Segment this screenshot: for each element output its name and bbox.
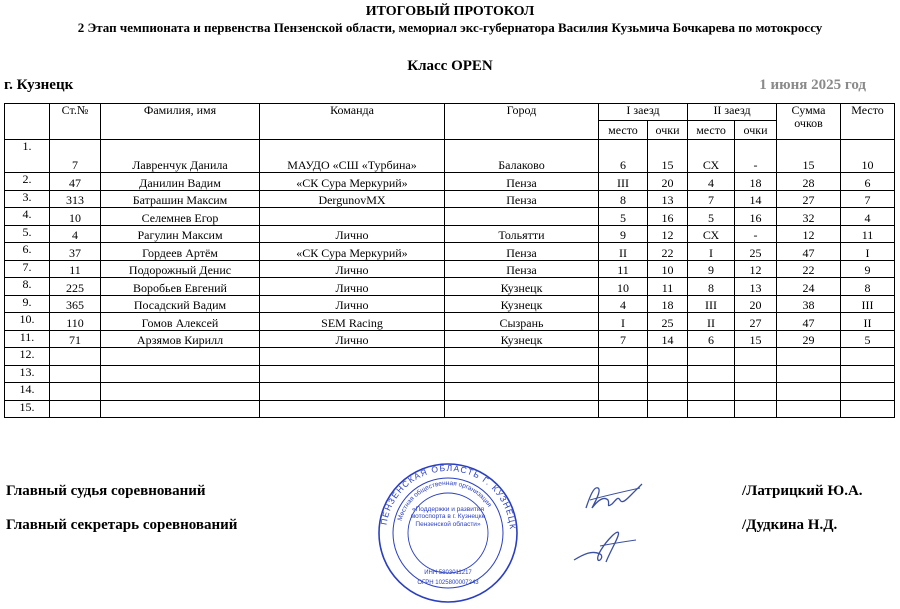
race1-place-cell: 10 bbox=[599, 278, 648, 296]
event-city: г. Кузнецк bbox=[4, 77, 74, 93]
secretary-signature bbox=[570, 524, 640, 570]
final-place-cell: 8 bbox=[841, 278, 895, 296]
rider-name-cell: Батрашин Максим bbox=[101, 190, 260, 208]
start-number-cell: 11 bbox=[50, 260, 101, 278]
race1-points-cell: 22 bbox=[648, 243, 688, 261]
race1-points-cell bbox=[648, 383, 688, 401]
team-cell bbox=[260, 208, 445, 226]
chief-judge-label: Главный судья соревнований bbox=[6, 483, 206, 499]
race2-place-cell: 8 bbox=[688, 278, 735, 296]
start-number-cell: 10 bbox=[50, 208, 101, 226]
rider-name-cell: Воробьев Евгений bbox=[101, 278, 260, 296]
header-team: Команда bbox=[260, 104, 445, 140]
city-cell bbox=[445, 208, 599, 226]
team-cell: Лично bbox=[260, 330, 445, 348]
official-seal bbox=[377, 462, 519, 604]
seal-inn: ИНН 5803011217 bbox=[424, 570, 472, 576]
city-cell: Тольятти bbox=[445, 225, 599, 243]
final-place-cell: 7 bbox=[841, 190, 895, 208]
team-cell: Лично bbox=[260, 278, 445, 296]
sum-points-cell: 38 bbox=[777, 295, 841, 313]
start-number-cell: 4 bbox=[50, 225, 101, 243]
table-row bbox=[5, 173, 895, 191]
header-sum: Сумма очков bbox=[777, 104, 841, 140]
start-number-cell bbox=[50, 400, 101, 418]
city-cell: Кузнецк bbox=[445, 278, 599, 296]
rider-name-cell bbox=[101, 383, 260, 401]
city-cell: Сызрань bbox=[445, 313, 599, 331]
team-cell: Лично bbox=[260, 225, 445, 243]
race1-points-cell bbox=[648, 348, 688, 366]
race2-place-cell bbox=[688, 348, 735, 366]
sum-points-cell bbox=[777, 400, 841, 418]
header-place: Место bbox=[841, 104, 895, 140]
header-name: Фамилия, имя bbox=[101, 104, 260, 140]
race2-points-cell: 18 bbox=[735, 173, 777, 191]
city-cell bbox=[445, 365, 599, 383]
table-row bbox=[5, 400, 895, 418]
city-cell: Кузнецк bbox=[445, 295, 599, 313]
city-cell: Пенза bbox=[445, 173, 599, 191]
race2-place-cell: II bbox=[688, 313, 735, 331]
race2-place-cell: 9 bbox=[688, 260, 735, 278]
final-place-cell: 10 bbox=[841, 140, 895, 173]
header-race1: I заезд bbox=[599, 104, 688, 121]
row-number-cell: 11. bbox=[5, 330, 50, 348]
header-race1-place: место bbox=[599, 121, 648, 140]
header-start-number: Ст.№ bbox=[50, 104, 101, 140]
race1-points-cell: 13 bbox=[648, 190, 688, 208]
row-number-cell: 9. bbox=[5, 295, 50, 313]
race1-points-cell bbox=[648, 400, 688, 418]
team-cell: МАУДО «СШ «Турбина» bbox=[260, 140, 445, 173]
final-place-cell bbox=[841, 400, 895, 418]
rider-name-cell bbox=[101, 348, 260, 366]
sum-points-cell bbox=[777, 365, 841, 383]
race2-place-cell bbox=[688, 400, 735, 418]
table-row bbox=[5, 260, 895, 278]
table-row bbox=[5, 330, 895, 348]
city-cell bbox=[445, 348, 599, 366]
row-number-cell: 12. bbox=[5, 348, 50, 366]
team-cell: «СК Сура Меркурий» bbox=[260, 243, 445, 261]
row-number-cell: 6. bbox=[5, 243, 50, 261]
race2-points-cell bbox=[735, 365, 777, 383]
city-cell bbox=[445, 383, 599, 401]
final-place-cell bbox=[841, 348, 895, 366]
final-place-cell: 11 bbox=[841, 225, 895, 243]
race2-place-cell: I bbox=[688, 243, 735, 261]
final-place-cell: I bbox=[841, 243, 895, 261]
race1-points-cell: 18 bbox=[648, 295, 688, 313]
table-row bbox=[5, 313, 895, 331]
race1-points-cell: 16 bbox=[648, 208, 688, 226]
team-cell bbox=[260, 400, 445, 418]
final-place-cell: 4 bbox=[841, 208, 895, 226]
table-header-row bbox=[5, 104, 895, 121]
start-number-cell bbox=[50, 383, 101, 401]
team-cell bbox=[260, 383, 445, 401]
sum-points-cell: 29 bbox=[777, 330, 841, 348]
city-cell: Пенза bbox=[445, 260, 599, 278]
race1-points-cell: 25 bbox=[648, 313, 688, 331]
sum-points-cell: 27 bbox=[777, 190, 841, 208]
team-cell bbox=[260, 365, 445, 383]
row-number-cell: 10. bbox=[5, 313, 50, 331]
sum-points-cell bbox=[777, 383, 841, 401]
race1-place-cell: 7 bbox=[599, 330, 648, 348]
race2-place-cell: 7 bbox=[688, 190, 735, 208]
chief-secretary-name: /Дудкина Н.Д. bbox=[742, 517, 838, 533]
header-row-number bbox=[5, 104, 50, 140]
start-number-cell: 47 bbox=[50, 173, 101, 191]
seal-ogrn: ОГРН 1025800007243 bbox=[417, 580, 479, 586]
final-place-cell: III bbox=[841, 295, 895, 313]
final-place-cell bbox=[841, 365, 895, 383]
final-place-cell: 9 bbox=[841, 260, 895, 278]
table-row bbox=[5, 140, 895, 173]
race2-place-cell: 5 bbox=[688, 208, 735, 226]
race1-place-cell: 8 bbox=[599, 190, 648, 208]
city-cell: Пенза bbox=[445, 243, 599, 261]
rider-name-cell: Гомов Алексей bbox=[101, 313, 260, 331]
race2-points-cell: 27 bbox=[735, 313, 777, 331]
rider-name-cell: Арзямов Кирилл bbox=[101, 330, 260, 348]
table-row bbox=[5, 208, 895, 226]
table-row bbox=[5, 278, 895, 296]
race2-place-cell bbox=[688, 383, 735, 401]
rider-name-cell: Данилин Вадим bbox=[101, 173, 260, 191]
sum-points-cell: 28 bbox=[777, 173, 841, 191]
race1-points-cell: 20 bbox=[648, 173, 688, 191]
race1-points-cell: 11 bbox=[648, 278, 688, 296]
race2-points-cell: 16 bbox=[735, 208, 777, 226]
race2-place-cell: СХ bbox=[688, 140, 735, 173]
start-number-cell: 365 bbox=[50, 295, 101, 313]
header-race2-place: место bbox=[688, 121, 735, 140]
race2-points-cell bbox=[735, 348, 777, 366]
race2-place-cell: 4 bbox=[688, 173, 735, 191]
race1-points-cell: 14 bbox=[648, 330, 688, 348]
row-number-cell: 13. bbox=[5, 365, 50, 383]
race2-points-cell: 13 bbox=[735, 278, 777, 296]
city-cell bbox=[445, 400, 599, 418]
results-table bbox=[4, 103, 895, 418]
race1-place-cell bbox=[599, 383, 648, 401]
race1-place-cell bbox=[599, 365, 648, 383]
row-number-cell: 7. bbox=[5, 260, 50, 278]
final-place-cell: 6 bbox=[841, 173, 895, 191]
row-number-cell: 5. bbox=[5, 225, 50, 243]
city-cell: Балаково bbox=[445, 140, 599, 173]
sum-points-cell: 24 bbox=[777, 278, 841, 296]
seal-outer-text: ПЕНЗЕНСКАЯ ОБЛАСТЬ Г. КУЗНЕЦК bbox=[378, 462, 518, 531]
rider-name-cell: Рагулин Максим bbox=[101, 225, 260, 243]
row-number-cell: 14. bbox=[5, 383, 50, 401]
race2-points-cell: 14 bbox=[735, 190, 777, 208]
header-race2: II заезд bbox=[688, 104, 777, 121]
header-race1-points: очки bbox=[648, 121, 688, 140]
race1-points-cell: 10 bbox=[648, 260, 688, 278]
table-row bbox=[5, 348, 895, 366]
final-place-cell bbox=[841, 383, 895, 401]
table-row bbox=[5, 365, 895, 383]
city-cell: Пенза bbox=[445, 190, 599, 208]
sum-points-cell: 12 bbox=[777, 225, 841, 243]
team-cell: DergunovMX bbox=[260, 190, 445, 208]
race1-place-cell: 6 bbox=[599, 140, 648, 173]
race1-place-cell bbox=[599, 348, 648, 366]
seal-ring-text: Местная общественная организация bbox=[396, 479, 493, 522]
race1-place-cell: 4 bbox=[599, 295, 648, 313]
race2-points-cell bbox=[735, 400, 777, 418]
sum-points-cell: 22 bbox=[777, 260, 841, 278]
start-number-cell: 37 bbox=[50, 243, 101, 261]
race1-place-cell: III bbox=[599, 173, 648, 191]
row-number-cell: 4. bbox=[5, 208, 50, 226]
race2-place-cell: СХ bbox=[688, 225, 735, 243]
rider-name-cell: Посадский Вадим bbox=[101, 295, 260, 313]
table-row bbox=[5, 225, 895, 243]
race1-place-cell bbox=[599, 400, 648, 418]
table-row bbox=[5, 295, 895, 313]
race1-place-cell: II bbox=[599, 243, 648, 261]
race1-points-cell: 15 bbox=[648, 140, 688, 173]
race1-place-cell: 11 bbox=[599, 260, 648, 278]
team-cell: SEM Racing bbox=[260, 313, 445, 331]
sum-points-cell: 47 bbox=[777, 313, 841, 331]
sum-points-cell: 15 bbox=[777, 140, 841, 173]
race2-place-cell: III bbox=[688, 295, 735, 313]
city-cell: Кузнецк bbox=[445, 330, 599, 348]
race1-points-cell bbox=[648, 365, 688, 383]
sum-points-cell bbox=[777, 348, 841, 366]
start-number-cell: 7 bbox=[50, 140, 101, 173]
event-date: 1 июня 2025 год bbox=[759, 77, 866, 93]
start-number-cell: 71 bbox=[50, 330, 101, 348]
header-city: Город bbox=[445, 104, 599, 140]
protocol-title: ИТОГОВЫЙ ПРОТОКОЛ bbox=[365, 4, 535, 19]
row-number-cell: 3. bbox=[5, 190, 50, 208]
final-place-cell: 5 bbox=[841, 330, 895, 348]
sum-points-cell: 32 bbox=[777, 208, 841, 226]
table-row bbox=[5, 190, 895, 208]
rider-name-cell bbox=[101, 365, 260, 383]
sum-points-cell: 47 bbox=[777, 243, 841, 261]
row-number-cell: 15. bbox=[5, 400, 50, 418]
chief-secretary-label: Главный секретарь соревнований bbox=[6, 517, 238, 533]
seal-center-text: «Поддержки и развития мотоспорта в г. Кузнецке Пензенской области» bbox=[410, 506, 486, 528]
race2-points-cell: - bbox=[735, 140, 777, 173]
rider-name-cell bbox=[101, 400, 260, 418]
start-number-cell: 313 bbox=[50, 190, 101, 208]
race2-points-cell: - bbox=[735, 225, 777, 243]
start-number-cell bbox=[50, 348, 101, 366]
race1-place-cell: 9 bbox=[599, 225, 648, 243]
rider-name-cell: Лавренчук Данила bbox=[101, 140, 260, 173]
table-row bbox=[5, 383, 895, 401]
row-number-cell: 8. bbox=[5, 278, 50, 296]
rider-name-cell: Селемнев Егор bbox=[101, 208, 260, 226]
race1-place-cell: 5 bbox=[599, 208, 648, 226]
team-cell: Лично bbox=[260, 295, 445, 313]
header-race2-points: очки bbox=[735, 121, 777, 140]
row-number-cell: 1. bbox=[5, 140, 50, 173]
race2-points-cell: 25 bbox=[735, 243, 777, 261]
race2-place-cell bbox=[688, 365, 735, 383]
class-title: Класс OPEN bbox=[407, 58, 493, 74]
race2-place-cell: 6 bbox=[688, 330, 735, 348]
race2-points-cell: 20 bbox=[735, 295, 777, 313]
start-number-cell: 225 bbox=[50, 278, 101, 296]
team-cell: «СК Сура Меркурий» bbox=[260, 173, 445, 191]
judge-signature bbox=[582, 478, 644, 520]
race2-points-cell: 15 bbox=[735, 330, 777, 348]
start-number-cell: 110 bbox=[50, 313, 101, 331]
table-row bbox=[5, 243, 895, 261]
event-subtitle: 2 Этап чемпионата и первенства Пензенской области, мемориал экс-губернатора Василия Кузьмича Бочкарева по мотокроссу bbox=[77, 20, 823, 35]
row-number-cell: 2. bbox=[5, 173, 50, 191]
rider-name-cell: Гордеев Артём bbox=[101, 243, 260, 261]
start-number-cell bbox=[50, 365, 101, 383]
final-place-cell: II bbox=[841, 313, 895, 331]
rider-name-cell: Подорожный Денис bbox=[101, 260, 260, 278]
team-cell bbox=[260, 348, 445, 366]
race2-points-cell: 12 bbox=[735, 260, 777, 278]
team-cell: Лично bbox=[260, 260, 445, 278]
race1-place-cell: I bbox=[599, 313, 648, 331]
race2-points-cell bbox=[735, 383, 777, 401]
race1-points-cell: 12 bbox=[648, 225, 688, 243]
chief-judge-name: /Латрицкий Ю.А. bbox=[742, 483, 863, 499]
